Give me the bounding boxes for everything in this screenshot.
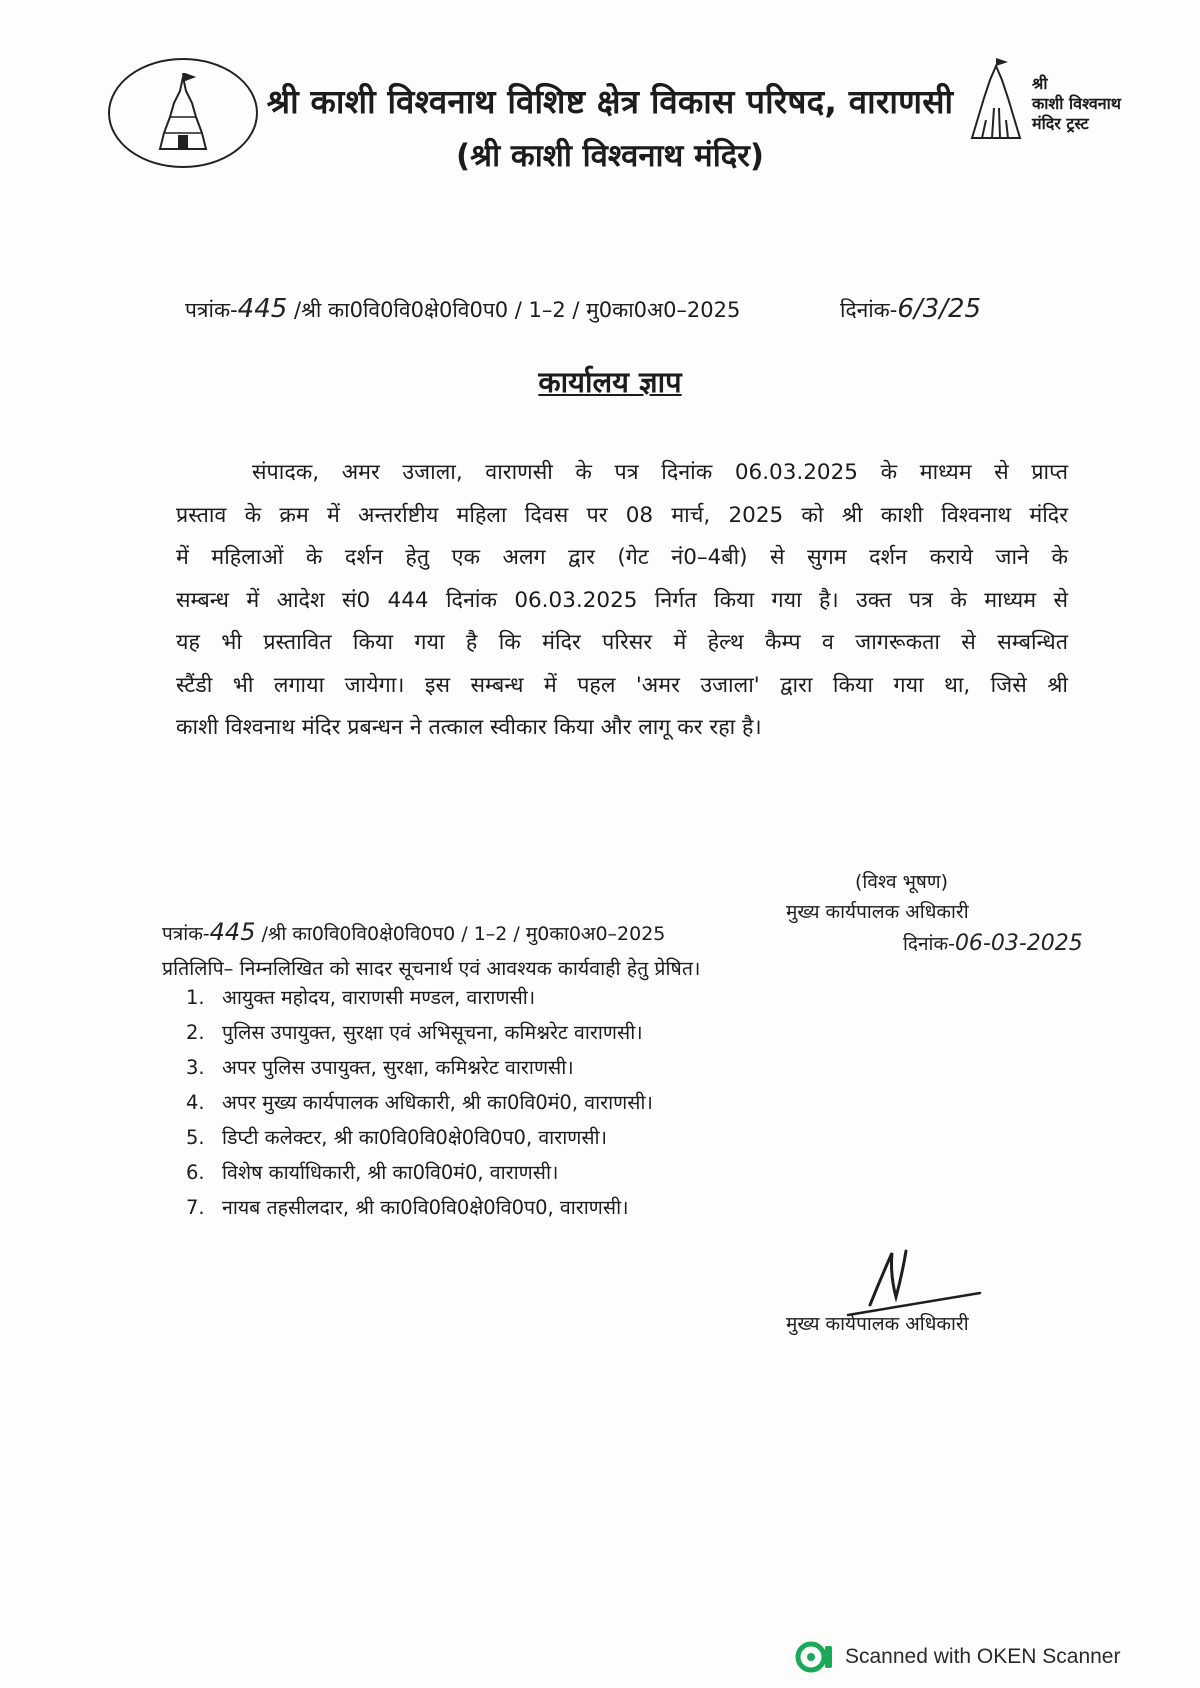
list-item-number: 1. xyxy=(186,986,205,1009)
council-title: श्री काशी विश्वनाथ विशिष्ट क्षेत्र विकास परिषद, वाराणसी xyxy=(266,82,954,121)
copy-date-handwritten: 06-03-2025 xyxy=(954,931,1083,956)
list-item xyxy=(186,1015,653,1050)
list-item-text: अपर पुलिस उपायुक्त, सुरक्षा, कमिश्नरेट वाराणसी। xyxy=(222,1056,574,1079)
oken-scanner-icon xyxy=(795,1640,835,1674)
list-item-text: पुलिस उपायुक्त, सुरक्षा एवं अभिसूचना, कमिश्नरेट वाराणसी। xyxy=(222,1021,643,1044)
body-line: काशी विश्वनाथ मंदिर प्रबन्धन ने तत्काल स्वीकार किया और लागू कर रहा है। xyxy=(176,715,762,740)
scanner-label: Scanned with OKEN Scanner xyxy=(845,1645,1121,1668)
temple-icon xyxy=(148,73,218,153)
list-item-number: 3. xyxy=(186,1056,205,1079)
trust-name-line: काशी विश्वनाथ xyxy=(1032,94,1122,113)
temple-subtitle: (श्री काशी विश्वनाथ मंदिर) xyxy=(455,138,765,174)
body-line: प्रस्ताव के क्रम में अन्तर्राष्टीय महिला दिवस पर 08 मार्च, 2025 को श्री काशी विश्वनाथ मंदिर xyxy=(176,502,1068,528)
office-memo-title: कार्यालय ज्ञाप xyxy=(538,365,682,399)
list-item-number: 7. xyxy=(186,1196,205,1219)
list-item-number: 6. xyxy=(186,1161,205,1184)
list-item xyxy=(186,980,653,1015)
date-label: दिनांक- xyxy=(840,298,898,322)
reference-prefix: पत्रांक- xyxy=(185,298,238,322)
copy-recipient-list xyxy=(186,980,653,1225)
list-item-number: 5. xyxy=(186,1126,205,1149)
reference-code: /श्री का0वि0वि0क्षे0वि0प0 / 1–2 / मु0का0अ0–2025 xyxy=(287,298,741,322)
body-line: स्टैंडी भी लगाया जायेगा। इस सम्बन्ध में पहल 'अमर उजाला' द्वारा किया गया था, जिसे श्री xyxy=(176,672,1068,698)
trust-name-line: मंदिर ट्रस्ट xyxy=(1032,114,1089,133)
date-handwritten: 6/3/25 xyxy=(897,294,982,324)
memo-body xyxy=(176,452,1068,750)
scanner-watermark xyxy=(795,1640,1120,1674)
copy-reference-number-handwritten: 445 xyxy=(209,918,256,946)
copy-reference-prefix: पत्रांक- xyxy=(162,923,210,945)
list-item-text: नायब तहसीलदार, श्री का0वि0वि0क्षे0वि0प0, वाराणसी। xyxy=(222,1196,629,1219)
reference-number-handwritten: 445 xyxy=(237,294,288,324)
copy-reference-date xyxy=(903,930,1083,956)
signatory-name: (विश्व भूषण) xyxy=(855,871,949,893)
council-seal xyxy=(108,58,258,168)
list-item-text: आयुक्त महोदय, वाराणसी मण्डल, वाराणसी। xyxy=(222,986,536,1009)
body-line: यह भी प्रस्तावित किया गया है कि मंदिर परिसर में हेल्थ कैम्प व जागरूकता से सम्बन्धित xyxy=(176,630,1068,655)
body-line: संपादक, अमर उजाला, वाराणसी के पत्र दिनांक 06.03.2025 के माध्यम से प्राप्त xyxy=(252,460,1068,485)
copy-reference-number xyxy=(162,918,665,946)
trust-name-line: श्री xyxy=(1032,74,1048,93)
list-item xyxy=(186,1155,653,1190)
list-item xyxy=(186,1085,653,1120)
copy-date-label: दिनांक- xyxy=(903,933,955,955)
list-item xyxy=(186,1050,653,1085)
copy-heading: प्रतिलिपि– निम्नलिखित को सादर सूचनार्थ एवं आवश्यक कार्यवाही हेतु प्रेषित। xyxy=(162,957,701,980)
trust-name xyxy=(1032,74,1192,134)
list-item-text: अपर मुख्य कार्यपालक अधिकारी, श्री का0वि0मं0, वाराणसी। xyxy=(222,1091,653,1114)
reference-number xyxy=(185,294,740,324)
list-item-text: डिप्टी कलेक्टर, श्री का0वि0वि0क्षे0वि0प0, वाराणसी। xyxy=(222,1126,607,1149)
list-item-number: 2. xyxy=(186,1021,205,1044)
list-item xyxy=(186,1190,653,1225)
copy-reference-code: /श्री का0वि0वि0क्षे0वि0प0 / 1–2 / मु0का0अ0–2025 xyxy=(255,923,666,945)
body-line: में महिलाओं के दर्शन हेतु एक अलग द्वार (गेट नं0–4बी) से सुगम दर्शन कराये जाने के xyxy=(176,545,1068,570)
reference-date xyxy=(840,294,981,324)
list-item xyxy=(186,1120,653,1155)
list-item-number: 4. xyxy=(186,1091,205,1114)
list-item-text: विशेष कार्याधिकारी, श्री का0वि0मं0, वाराणसी। xyxy=(222,1161,559,1184)
final-signatory-designation: मुख्य कार्यपालक अधिकारी xyxy=(786,1313,969,1335)
body-line: सम्बन्ध में आदेश सं0 444 दिनांक 06.03.2025 निर्गत किया गया है। उक्त पत्र के माध्यम से xyxy=(176,587,1068,613)
signatory-designation: मुख्य कार्यपालक अधिकारी xyxy=(786,901,969,923)
